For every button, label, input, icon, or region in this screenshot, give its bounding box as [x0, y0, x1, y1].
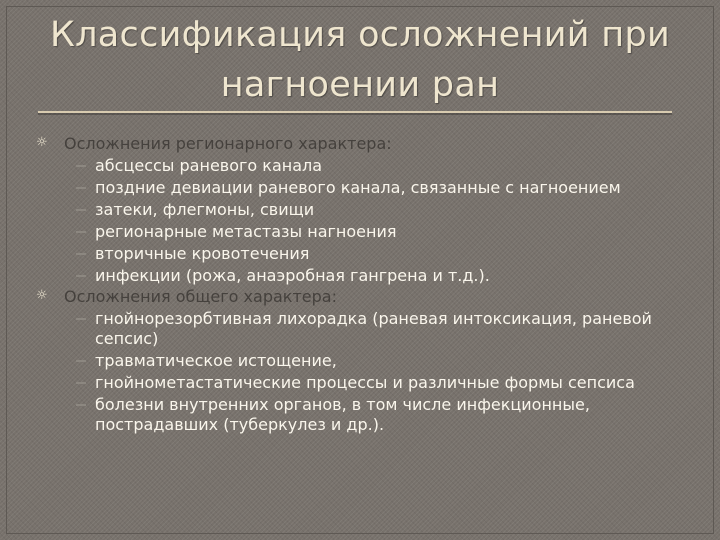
section-heading: [34, 287, 698, 307]
list-item: [34, 351, 698, 371]
list-item-text: травматическое истощение,: [95, 351, 337, 370]
sun-bullet-icon: ☼: [36, 135, 48, 150]
dash-bullet-icon: [76, 187, 86, 189]
dash-bullet-icon: [76, 360, 86, 362]
section-general: [34, 287, 698, 435]
list-item: [34, 266, 698, 286]
dash-bullet-icon: [76, 275, 86, 277]
list-item-text: гнойнометастатические процессы и различные формы сепсиса: [95, 373, 635, 392]
dash-bullet-icon: [76, 231, 86, 233]
slide-content: [34, 134, 698, 435]
section-heading: [34, 134, 698, 154]
list-item-text: абсцессы раневого канала: [95, 156, 323, 175]
section-heading-text: Осложнения общего характера:: [64, 287, 337, 306]
item-list: [34, 309, 698, 435]
list-item-text: болезни внутренних органов, в том числе инфекционные, пострадавших (туберкулез и др.).: [95, 395, 590, 434]
list-item: [34, 244, 698, 264]
list-item: [34, 156, 698, 176]
sun-bullet-icon: ☼: [36, 288, 48, 303]
dash-bullet-icon: [76, 404, 86, 406]
list-item: [34, 222, 698, 242]
list-item: [34, 200, 698, 220]
dash-bullet-icon: [76, 318, 86, 320]
list-item: [34, 395, 698, 435]
list-item-text: вторичные кровотечения: [95, 244, 310, 263]
item-list: [34, 156, 698, 286]
list-item-text: затеки, флегмоны, свищи: [95, 200, 315, 219]
dash-bullet-icon: [76, 382, 86, 384]
list-item: [34, 309, 698, 349]
dash-bullet-icon: [76, 209, 86, 211]
section-heading-text: Осложнения регионарного характера:: [64, 134, 392, 153]
slide-title: Классификация осложнений при нагноении ран: [49, 15, 671, 105]
dash-bullet-icon: [76, 253, 86, 255]
list-item-text: регионарные метастазы нагноения: [95, 222, 397, 241]
list-item-text: гнойнорезорбтивная лихорадка (раневая интоксикация, раневой сепсис): [95, 309, 652, 348]
list-item-text: инфекции (рожа, анаэробная гангрена и т.д.).: [95, 266, 490, 285]
list-item-text: поздние девиации раневого канала, связанные с нагноением: [95, 178, 621, 197]
title-divider: [38, 111, 672, 113]
dash-bullet-icon: [76, 165, 86, 167]
list-item: [34, 178, 698, 198]
list-item: [34, 373, 698, 393]
section-regional: [34, 134, 698, 286]
